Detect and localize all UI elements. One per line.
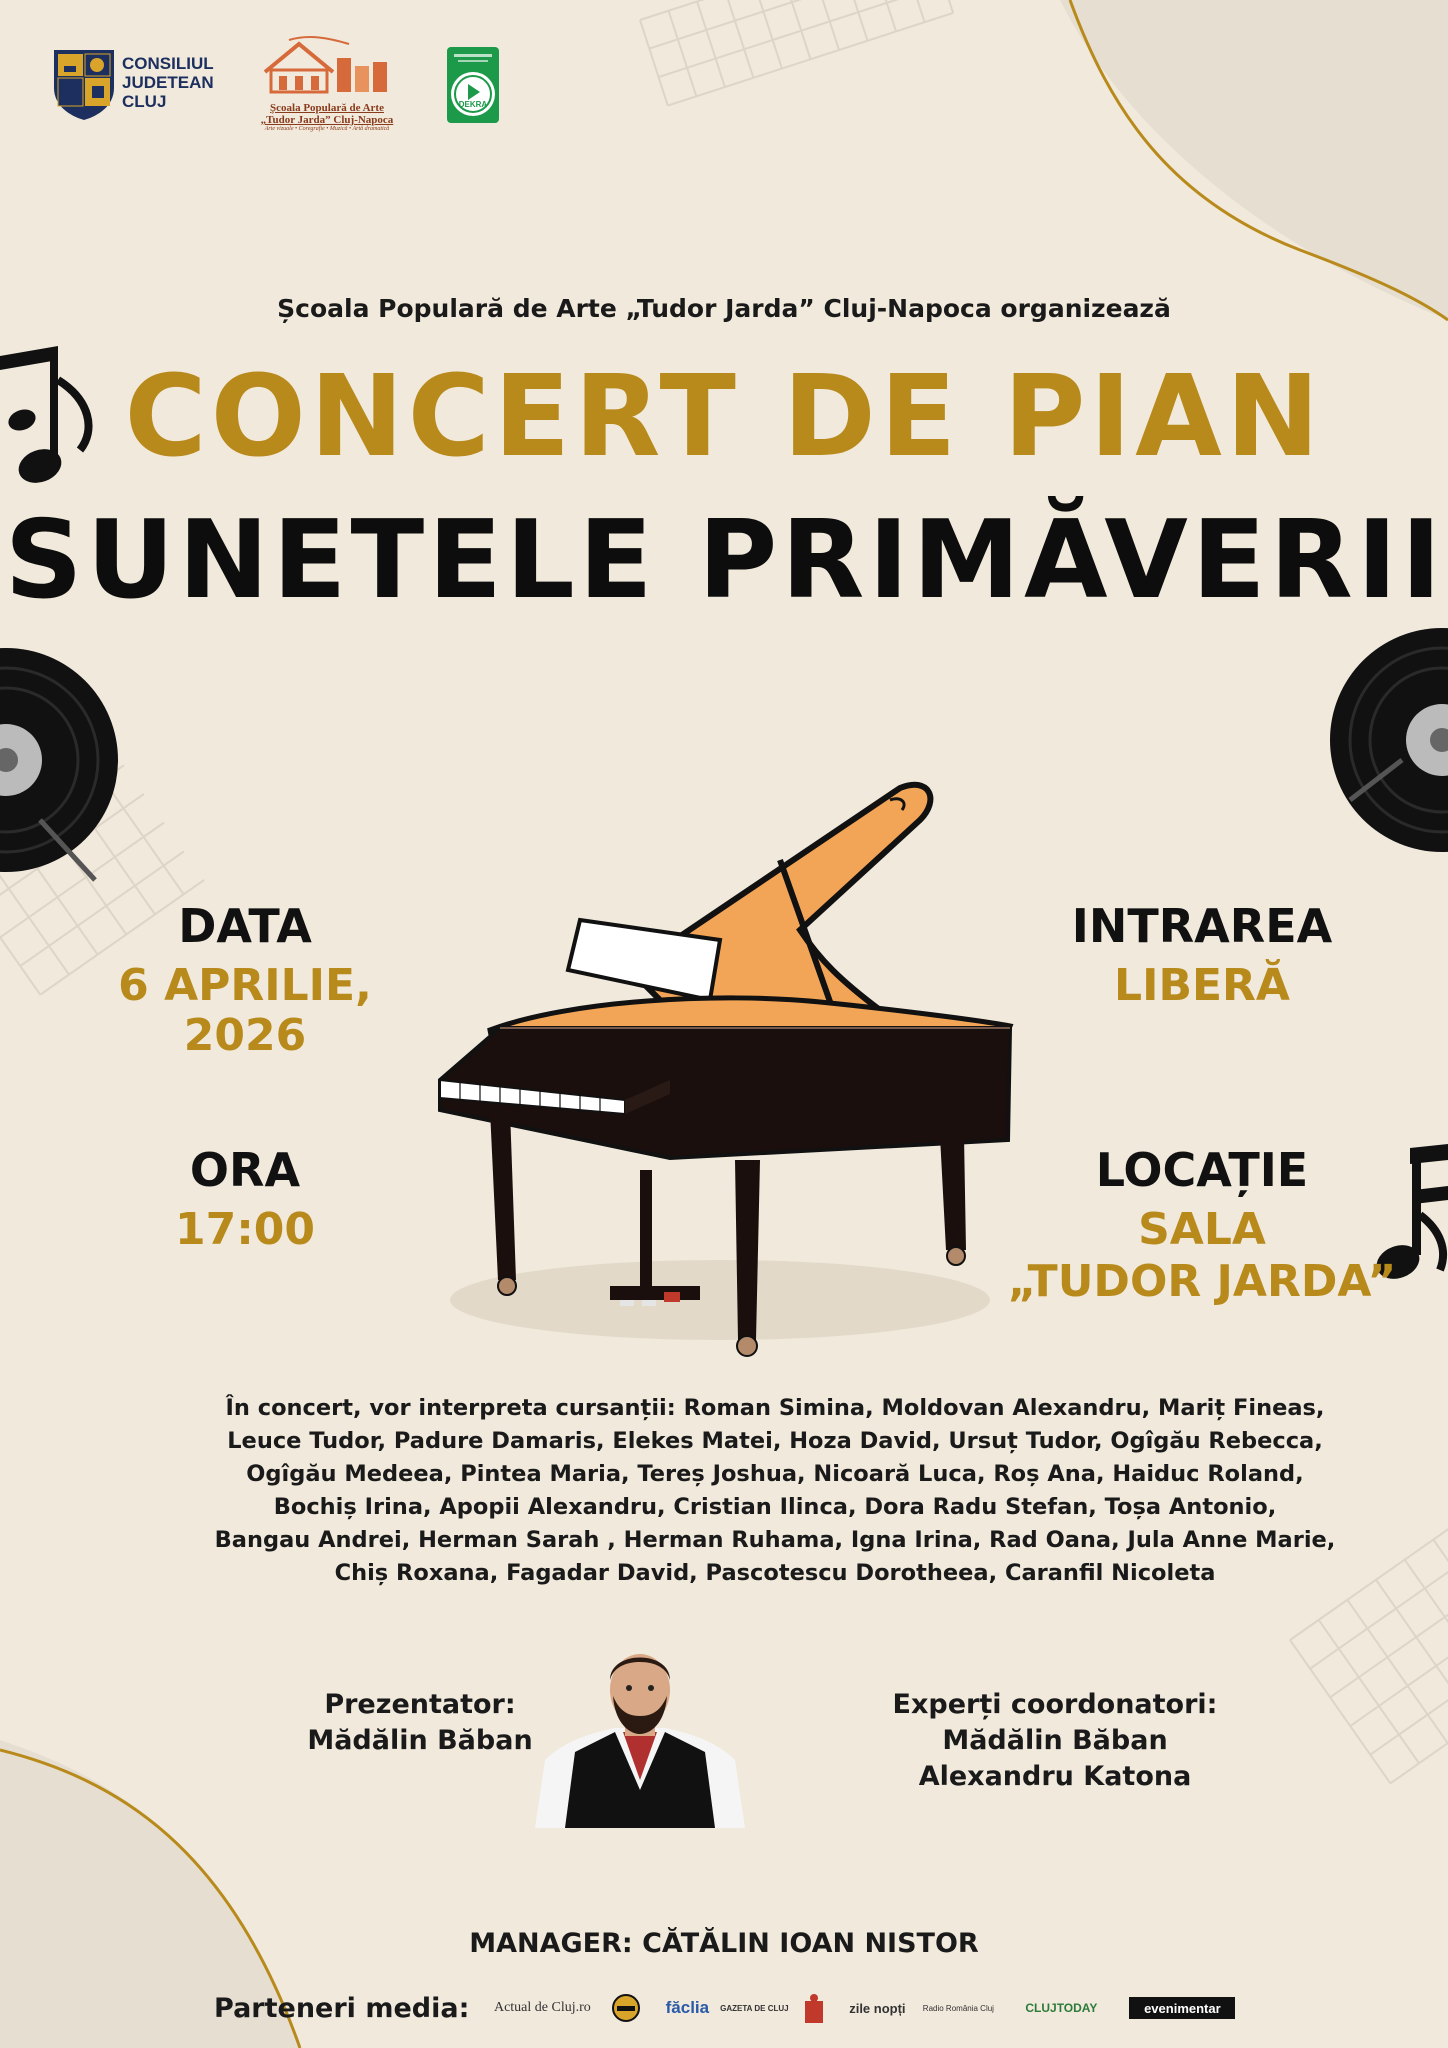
dekra-certification-icon — [446, 46, 500, 124]
partner-gazeta-de-cluj: GAZETA DE CLUJ — [720, 2003, 789, 2013]
performers-line: Bangau Andrei, Herman Sarah , Herman Ruhama, Igna Irina, Rad Oana, Jula Anne Marie, — [214, 1527, 1336, 1553]
entry-label: INTRAREA — [1071, 899, 1333, 953]
expert-name: Mădălin Băban — [942, 1725, 1168, 1756]
school-building-icon — [259, 36, 395, 98]
partner-actual-de-cluj: Actual de Cluj.ro — [493, 2000, 591, 2015]
partner-cluj-com — [597, 1992, 655, 2024]
media-partners-label: Parteneri media: — [214, 1992, 470, 2024]
manager-line: MANAGER: CĂTĂLIN IOAN NISTOR — [469, 1928, 979, 1959]
organizer-line: Școala Populară de Arte „Tudor Jarda” Cluj-Napoca organizează — [277, 294, 1171, 323]
performers-line: Ogîgău Medeea, Pintea Maria, Tereș Joshua, Nicoară Luca, Roș Ana, Haiduc Roland, — [246, 1461, 1304, 1487]
partner-evenimentar: evenimentar — [1129, 1997, 1235, 2019]
time-value: 17:00 — [174, 1204, 316, 1255]
partner-figure-logo — [789, 1992, 839, 2024]
school-logo-subtitle: Arte vizuale • Coregrafie • Muzică • Artă dramatică — [264, 126, 390, 132]
performers-list — [120, 1392, 1430, 1590]
vinyl-record-left-icon — [0, 648, 118, 880]
performers-line: Chiș Roxana, Fagadar David, Pascotescu Dorotheea, Caranfil Nicoleta — [334, 1560, 1216, 1586]
partner-cluj-today: CLUJTODAY — [1025, 2001, 1098, 2015]
partner-radio-romania-cluj: Radio România Cluj — [922, 2003, 994, 2013]
expert-name: Alexandru Katona — [918, 1761, 1192, 1792]
experts-block — [855, 1687, 1255, 1795]
time-label: ORA — [189, 1143, 301, 1197]
council-logo-line3: CLUJ — [122, 92, 167, 111]
performers-line: În concert, vor interpreta cursanții: Roman Simina, Moldovan Alexandru, Mariț Fineas, — [225, 1395, 1325, 1421]
location-value-line1: SALA — [1138, 1204, 1266, 1255]
dekra-logo — [446, 46, 500, 124]
date-label: DATA — [178, 899, 312, 953]
presenter-label: Prezentator: — [324, 1689, 516, 1720]
council-shield-icon — [52, 48, 116, 122]
entry-value: LIBERĂ — [1114, 960, 1290, 1011]
school-logo-name-line1: Școala Populară de Arte — [270, 102, 384, 114]
partner-faclia: făclia — [665, 1998, 710, 2017]
date-value-line2: 2026 — [183, 1010, 307, 1061]
grand-piano-illustration — [420, 780, 1020, 1360]
council-logo-line2: JUDETEAN — [122, 73, 214, 92]
dekra-logo-text: DEKRA — [458, 100, 488, 109]
date-value-line1: 6 APRILIE, — [118, 960, 372, 1011]
school-logo — [252, 36, 402, 136]
council-logo-line1: CONSILIUL — [122, 54, 214, 73]
performers-line: Bochiș Irina, Apopii Alexandru, Cristian Ilinca, Dora Radu Stefan, Toșa Antonio, — [273, 1494, 1277, 1520]
cluj-com-logo-icon — [611, 1993, 641, 2023]
performers-line: Leuce Tudor, Padure Damaris, Elekes Matei, Hoza David, Ursuț Tudor, Ogîgău Rebecca, — [227, 1428, 1323, 1454]
presenter-name: Mădălin Băban — [307, 1725, 533, 1756]
vinyl-record-right-icon — [1330, 628, 1448, 852]
presenter-photo — [535, 1640, 745, 1828]
experts-label: Experți coordonatori: — [892, 1689, 1218, 1720]
event-title: CONCERT DE PIAN — [124, 352, 1324, 482]
location-value-line2: „TUDOR JARDA” — [1007, 1256, 1397, 1307]
presenter-block — [280, 1687, 560, 1759]
partner-figure-icon — [803, 1993, 825, 2023]
council-logo — [52, 48, 222, 126]
media-partners — [214, 1988, 1235, 2028]
school-logo-name-line2: „Tudor Jarda” Cluj-Napoca — [260, 114, 394, 126]
event-subtitle: SUNETELE PRIMĂVERII — [4, 498, 1446, 623]
location-label: LOCAȚIE — [1095, 1143, 1309, 1197]
partner-zile-nopti: zile nopți — [849, 2000, 906, 2016]
